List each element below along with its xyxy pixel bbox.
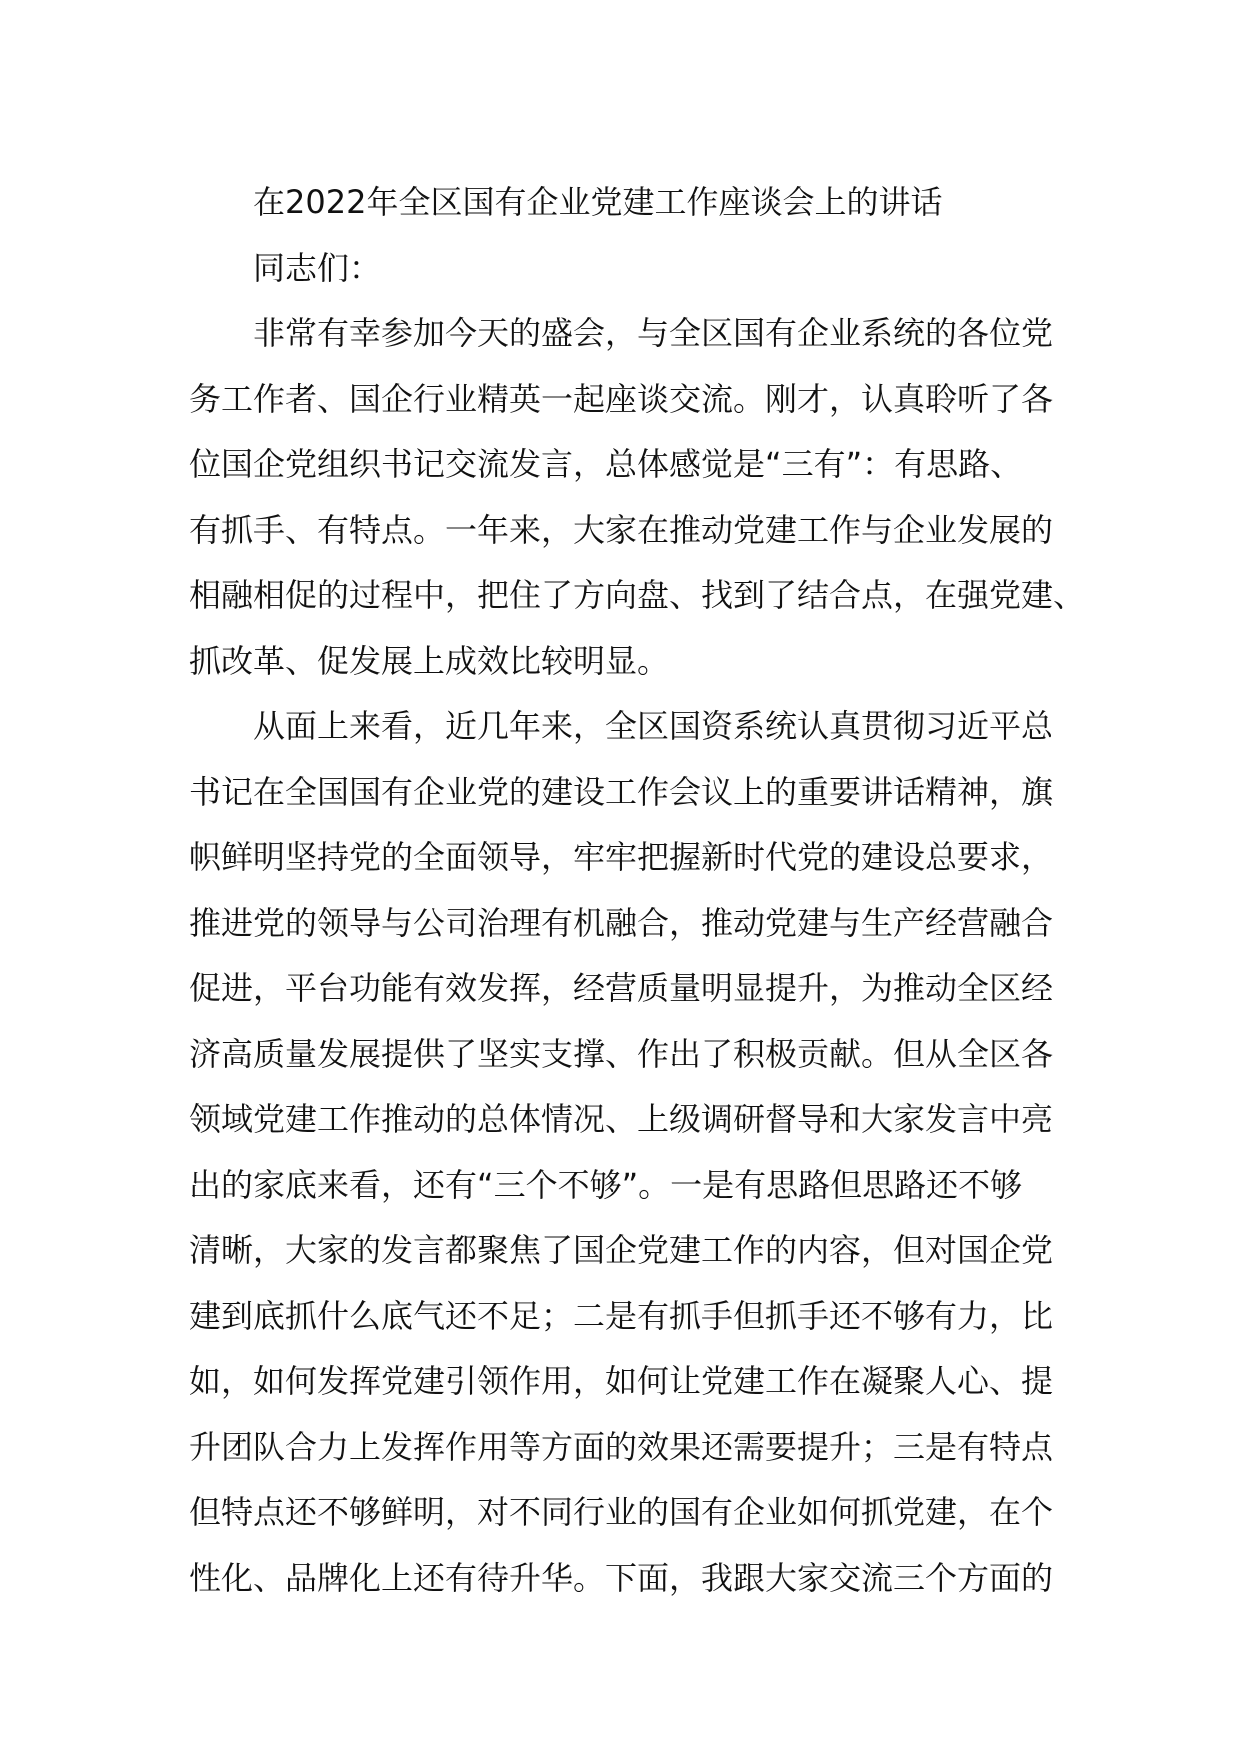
paragraph-line: 性化、品牌化上还有待升华。下面，我跟大家交流三个方面的 xyxy=(189,1558,1054,1597)
paragraph-line: 如，如何发挥党建引领作用，如何让党建工作在凝聚人心、提 xyxy=(189,1362,1054,1400)
paragraph-line: 位国企党组织书记交流发言，总体感觉是“三有”：有思路、 xyxy=(189,445,1023,483)
paragraph-line: 相融相促的过程中，把住了方向盘、找到了结合点，在强党建、 xyxy=(189,576,1086,614)
paragraph-line: 推进党的领导与公司治理有机融合，推动党建与生产经营融合 xyxy=(189,903,1054,942)
paragraph-line: 领域党建工作推动的总体情况、上级调研督导和大家发言中亮 xyxy=(189,1100,1054,1138)
paragraph-line: 抓改革、促发展上成效比较明显。 xyxy=(189,641,670,680)
paragraph-line: 建到底抓什么底气还不足；二是有抓手但抓手还不够有力，比 xyxy=(189,1296,1054,1335)
paragraph-2 xyxy=(189,694,1079,1611)
paragraph-line: 非常有幸参加今天的盛会，与全区国有企业系统的各位党 xyxy=(253,314,1054,352)
paragraph-line: 帜鲜明坚持党的全面领导，牢牢把握新时代党的建设总要求， xyxy=(189,838,1054,876)
paragraph-line: 但特点还不够鲜明，对不同行业的国有企业如何抓党建，在个 xyxy=(189,1493,1054,1531)
paragraph-line: 务工作者、国企行业精英一起座谈交流。刚才，认真聆听了各 xyxy=(189,379,1054,418)
paragraph-line: 清晰，大家的发言都聚焦了国企党建工作的内容，但对国企党 xyxy=(189,1231,1054,1269)
paragraph-line: 从面上来看，近几年来，全区国资系统认真贯彻习近平总 xyxy=(253,707,1054,745)
salutation: 同志们： xyxy=(253,248,382,287)
paragraph-line: 书记在全国国有企业党的建设工作会议上的重要讲话精神，旗 xyxy=(189,772,1054,811)
paragraph-line: 升团队合力上发挥作用等方面的效果还需要提升；三是有特点 xyxy=(189,1427,1054,1466)
document-body xyxy=(189,170,1086,1611)
paragraph-line: 促进，平台功能有效发挥，经营质量明显提升，为推动全区经 xyxy=(189,969,1054,1007)
paragraph-line: 有抓手、有特点。一年来，大家在推动党建工作与企业发展的 xyxy=(189,510,1054,549)
paragraph-line: 济高质量发展提供了坚实支撑、作出了积极贡献。但从全区各 xyxy=(189,1034,1054,1073)
document-title: 在2022年全区国有企业党建工作座谈会上的讲话 xyxy=(253,183,943,221)
paragraph-line: 出的家底来看，还有“三个不够”。一是有思路但思路还不够 xyxy=(189,1165,1023,1204)
paragraph-1 xyxy=(189,301,1086,694)
